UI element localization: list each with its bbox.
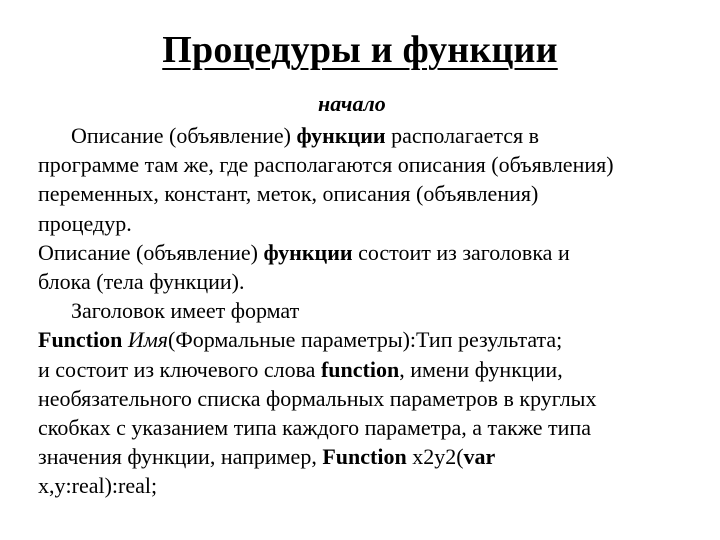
text-segment: программе там же, где располагаются описания (объявления) [38,152,614,178]
text-line [38,150,710,179]
text-line [38,267,710,296]
text-line [38,179,710,208]
text-line [38,209,710,238]
text-segment: состоит из заголовка и [352,239,570,265]
text-line [38,355,710,384]
text-line [38,471,710,500]
text-segment: Function [322,444,407,470]
text-segment: Заголовок имеет формат [71,298,300,324]
text-segment: значения функции, например, [38,444,323,470]
text-segment: располагается в [385,123,540,148]
text-line [38,325,710,354]
text-segment: function [320,356,400,382]
text-line [38,413,710,442]
text-segment: функции [263,239,353,265]
text-segment: x,y:real):real; [38,473,158,499]
text-segment: x2y2( [406,444,464,470]
text-segment: скобках с указанием типа каждого параметра, а также типа [38,414,591,440]
slide-subtitle: начало [318,91,386,116]
text-segment: var [463,444,496,470]
text-line [38,121,710,150]
text-segment: процедур. [38,210,132,236]
text-segment: необязательного списка формальных параметров в круглых [38,385,597,411]
text-segment: функции [296,123,386,148]
text-segment: Описание (объявление) [38,239,264,265]
slide-body-text [38,121,710,500]
text-line [38,238,710,267]
text-segment: Имя [127,327,169,353]
text-line [38,384,710,413]
text-segment: и состоит из ключевого слова [38,356,321,382]
text-segment: , имени функции, [399,356,563,382]
text-segment: переменных, констант, меток, описания (объявления) [38,181,539,207]
text-line [38,442,710,471]
text-segment: Описание (объявление) [71,123,297,148]
text-line [38,296,710,325]
text-segment: (Формальные параметры):Тип результата; [168,327,563,353]
text-segment: блока (тела функции). [38,268,245,294]
slide-title: Процедуры и функции [162,29,558,71]
text-segment: Function [38,327,123,353]
